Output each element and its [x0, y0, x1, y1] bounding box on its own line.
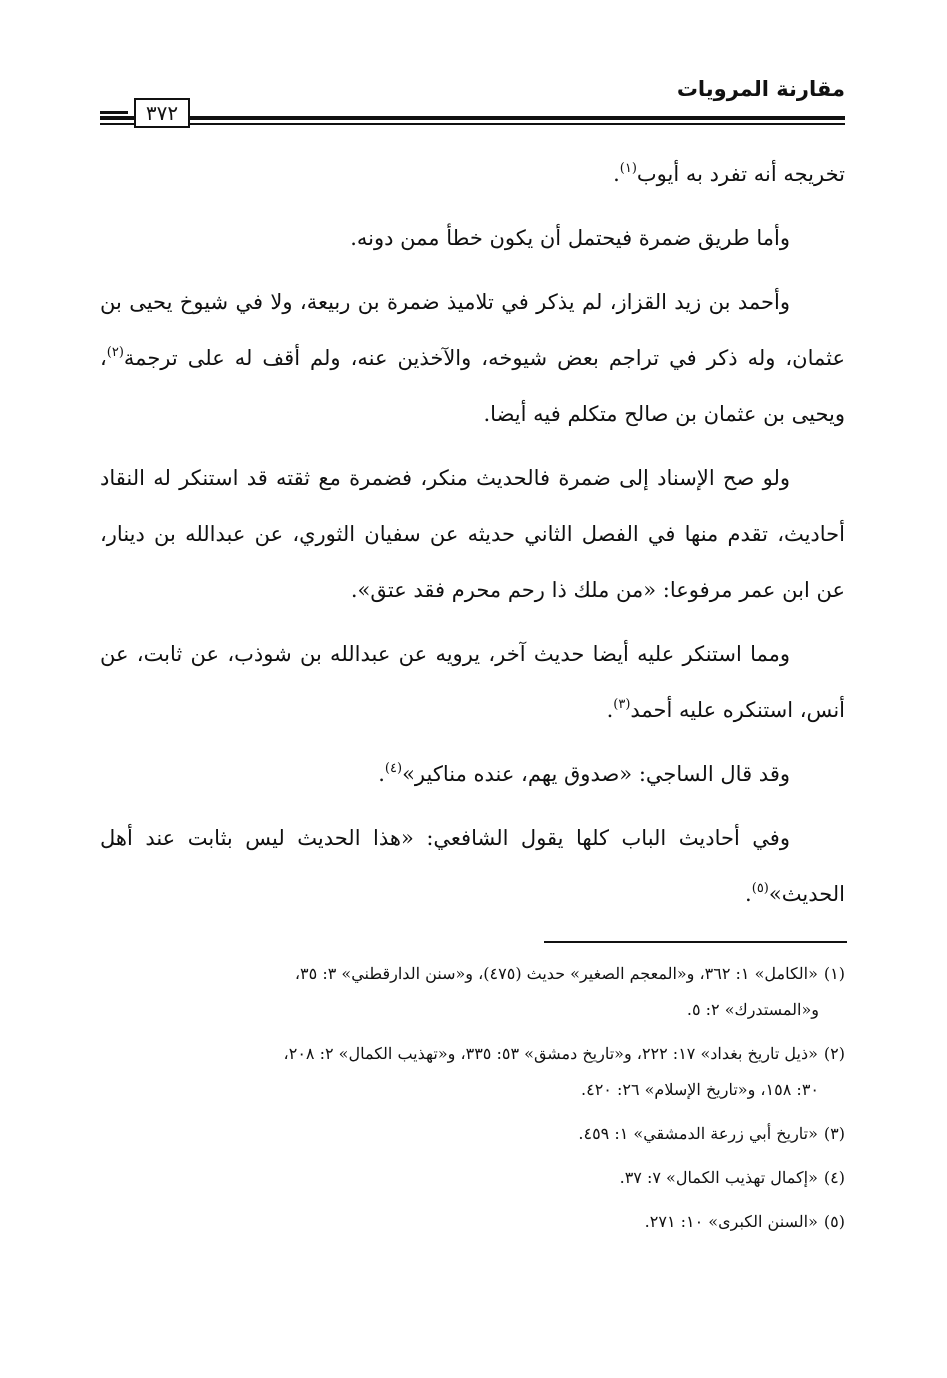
footnote-item — [100, 1116, 845, 1152]
page-number: ٣٧٢ — [134, 98, 190, 128]
footnote-text: «السنن الكبرى» ١٠: ٢٧١. — [644, 1212, 818, 1231]
header-rule-thick — [100, 116, 845, 120]
footnote-text: «ذيل تاريخ بغداد» ١٧: ٢٢٢، و«تاريخ دمشق» ٥٣: ٣٣٥، و«تهذيب الكمال» ٢: ٢٠٨، — [283, 1044, 818, 1063]
footnote-marker[interactable]: (١) — [619, 161, 637, 176]
main-text — [100, 146, 845, 930]
footnote-number: (٢) — [823, 1044, 845, 1063]
paragraph — [100, 274, 845, 442]
paragraph-end: . — [378, 762, 385, 786]
footnote-text: «تاريخ أبي زرعة الدمشقي» ١: ٤٥٩. — [578, 1124, 818, 1143]
paragraph-text: تخريجه أنه تفرد به أيوب — [636, 162, 845, 186]
footnote-marker[interactable]: (٢) — [106, 345, 124, 360]
paragraph — [100, 450, 845, 618]
footnote-number: (٤) — [823, 1168, 845, 1187]
footnote-text-continued: و«المستدرك» ٢: ٥. — [686, 1000, 819, 1019]
footnote-text: «إكمال تهذيب الكمال» ٧: ٣٧. — [619, 1168, 818, 1187]
footnote-text: «الكامل» ١: ٣٦٢، و«المعجم الصغير» حديث (٤٧٥)، و«سنن الدارقطني» ٣: ٣٥، — [294, 964, 818, 983]
paragraph-text: وقد قال الساجي: «صدوق يهم، عنده مناكير» — [402, 762, 790, 786]
footnote-marker[interactable]: (٥) — [751, 881, 769, 896]
paragraph — [100, 210, 845, 266]
paragraph — [100, 146, 845, 202]
paragraph-text: ومما استنكر عليه أيضا حديث آخر، يرويه عن عبدالله بن شوذب، عن ثابت، عن أنس، استنكره عليه أحمد — [100, 642, 845, 722]
paragraph — [100, 746, 845, 802]
footnote-item — [100, 1036, 845, 1108]
paragraph-text: وأما طريق ضمرة فيحتمل أن يكون خطأ ممن دونه. — [350, 226, 790, 250]
header-rule-thin — [100, 123, 845, 125]
paragraph-end: . — [613, 162, 620, 186]
header-dash-ornament — [100, 111, 128, 114]
footnote-item — [100, 1160, 845, 1196]
footnote-number: (١) — [823, 964, 845, 983]
paragraph — [100, 626, 845, 738]
footnote-number: (٥) — [823, 1212, 845, 1231]
page-header — [100, 68, 845, 128]
footnote-number: (٣) — [823, 1124, 845, 1143]
footnote-text-continued: ٣٠: ١٥٨، و«تاريخ الإسلام» ٢٦: ٤٢٠. — [581, 1080, 819, 1099]
footnote-item — [100, 1204, 845, 1240]
paragraph-end: . — [745, 882, 752, 906]
paragraph-text: وأحمد بن زيد القزاز، لم يذكر في تلاميذ ضمرة بن ربيعة، ولا في شيوخ يحيى بن عثمان، وله ذكر في تراجم بعض شيوخه، والآخذين عنه، ولم أقف له على ترجمة — [100, 290, 845, 370]
footnote-marker[interactable]: (٤) — [384, 761, 403, 776]
footnote-separator — [544, 941, 847, 943]
footnote-marker[interactable]: (٣) — [613, 697, 631, 712]
paragraph-text: ، ويحيى بن عثمان بن صالح متكلم فيه أيضا. — [100, 346, 845, 426]
running-title: مقارنة المرويات — [676, 77, 845, 101]
footnotes — [100, 956, 845, 1248]
paragraph — [100, 810, 845, 922]
paragraph-text: ولو صح الإسناد إلى ضمرة فالحديث منكر، فضمرة مع ثقته قد استنكر له النقاد أحاديث، تقدم منها في الفصل الثاني حديثه عن سفيان الثوري، عن عبدالله بن دينار، عن ابن عمر مرفوعا: «من ملك ذا رحم محرم فقد عتق». — [100, 466, 845, 602]
paragraph-text: وفي أحاديث الباب كلها يقول الشافعي: «هذا الحديث ليس بثابت عند أهل الحديث» — [100, 826, 845, 906]
footnote-item — [100, 956, 845, 1028]
paragraph-end: . — [606, 698, 614, 722]
header-dash-ornament — [100, 117, 128, 120]
